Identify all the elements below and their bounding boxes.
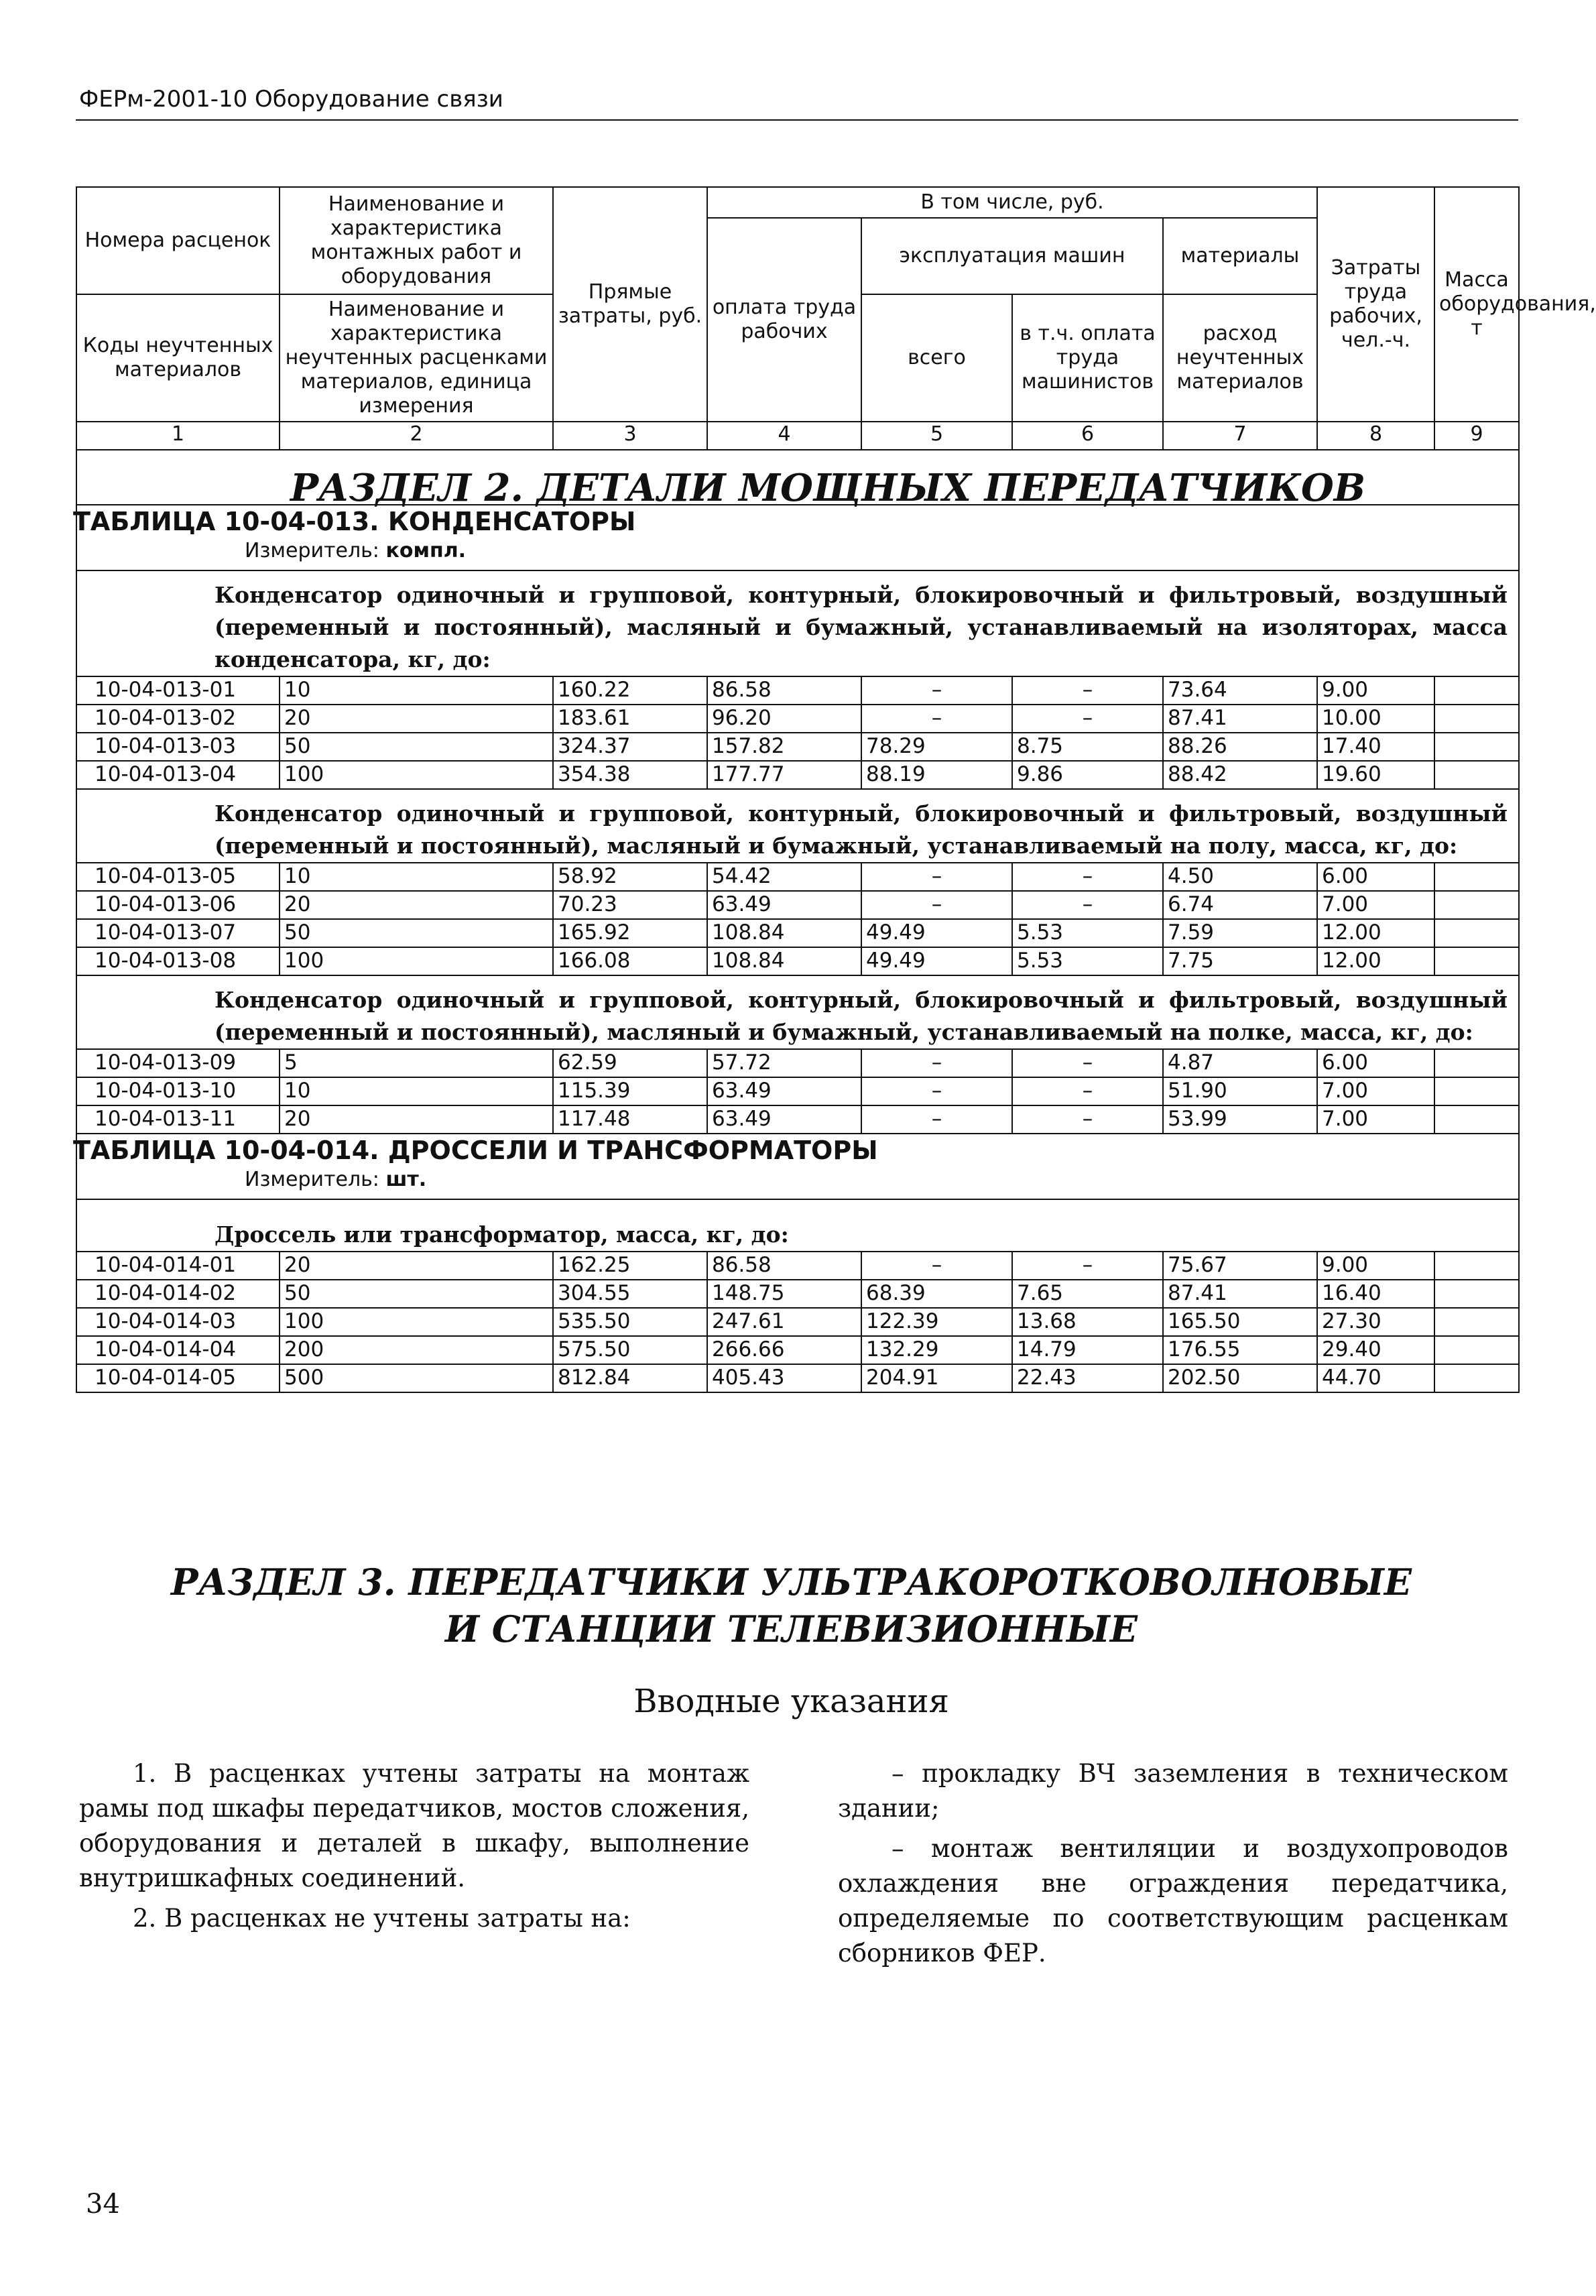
rate-code-cell: 10-04-013-07: [76, 919, 280, 947]
table-row: [76, 761, 1519, 789]
table-cell: [1434, 1336, 1519, 1364]
group-description: Дроссель или трансформатор, масса, кг, до:: [214, 1221, 789, 1248]
table-cell: [1434, 761, 1519, 789]
table-cell: –: [861, 1077, 1012, 1105]
table-row: [76, 1336, 1519, 1364]
table-cell: 70.23: [553, 891, 707, 919]
table-cell: [1434, 947, 1519, 975]
table-cell: 5.53: [1012, 919, 1163, 947]
col3-header: Прямые затраты, руб.: [553, 187, 707, 422]
rate-code-cell: 10-04-014-04: [76, 1336, 280, 1364]
rate-code-cell: 10-04-013-01: [76, 676, 280, 705]
rate-code-cell: 10-04-013-10: [76, 1077, 280, 1105]
measure-value: шт.: [385, 1168, 427, 1191]
rate-code-cell: 10-04-013-03: [76, 733, 280, 761]
table-cell: 115.39: [553, 1077, 707, 1105]
table-row: [76, 1308, 1519, 1336]
table-cell: 6.74: [1163, 891, 1317, 919]
table-cell: 14.79: [1012, 1336, 1163, 1364]
table-cell: 4.50: [1163, 863, 1317, 891]
column-number-cell: 8: [1317, 422, 1434, 450]
table-cell: 96.20: [707, 705, 861, 733]
table-cell: 49.49: [861, 947, 1012, 975]
table-cell: 166.08: [553, 947, 707, 975]
col2-header-bottom: Наименование и характеристика неучтенных расценками материалов, единица измерения: [280, 294, 553, 422]
table-cell: –: [861, 1049, 1012, 1077]
col5-header: всего: [861, 294, 1012, 422]
table-cell: 162.25: [553, 1252, 707, 1280]
table-cell: 19.60: [1317, 761, 1434, 789]
table-cell: [1434, 1252, 1519, 1280]
table-cell: 148.75: [707, 1280, 861, 1308]
column-number-cell: 2: [280, 422, 553, 450]
measure-value: компл.: [385, 539, 467, 562]
table-cell: 204.91: [861, 1364, 1012, 1392]
table-cell: 20: [280, 1105, 553, 1134]
table-cell: –: [1012, 1105, 1163, 1134]
table-cell: 75.67: [1163, 1252, 1317, 1280]
table-cell: 535.50: [553, 1308, 707, 1336]
rate-code-cell: 10-04-014-03: [76, 1308, 280, 1336]
column-number-cell: 3: [553, 422, 707, 450]
group-description-row: [76, 789, 1519, 863]
table-row: [76, 891, 1519, 919]
section3-title-line2: И СТАНЦИИ ТЕЛЕВИЗИОННЫЕ: [444, 1608, 1138, 1650]
table-cell: 57.72: [707, 1049, 861, 1077]
rate-code-cell: 10-04-013-02: [76, 705, 280, 733]
table-cell: [1434, 1049, 1519, 1077]
table-cell: 13.68: [1012, 1308, 1163, 1336]
table-cell: 51.90: [1163, 1077, 1317, 1105]
table-cell: 62.59: [553, 1049, 707, 1077]
table-cell: –: [1012, 705, 1163, 733]
table-title: ТАБЛИЦА 10-04-013. КОНДЕНСАТОРЫ: [73, 507, 636, 536]
table-cell: 78.29: [861, 733, 1012, 761]
table-cell: 8.75: [1012, 733, 1163, 761]
table-cell: 132.29: [861, 1336, 1012, 1364]
table-cell: [1434, 1364, 1519, 1392]
table-cell: 88.42: [1163, 761, 1317, 789]
table-cell: [1434, 891, 1519, 919]
table-cell: 7.65: [1012, 1280, 1163, 1308]
table-cell: –: [1012, 1077, 1163, 1105]
table-row: [76, 1252, 1519, 1280]
table-cell: –: [1012, 676, 1163, 705]
group-description-row: [76, 1199, 1519, 1252]
rate-code-cell: 10-04-014-02: [76, 1280, 280, 1308]
table-cell: –: [1012, 863, 1163, 891]
table-cell: [1434, 919, 1519, 947]
table-cell: 160.22: [553, 676, 707, 705]
column-number-cell: 7: [1163, 422, 1317, 450]
table-cell: –: [1012, 1049, 1163, 1077]
table-row: [76, 1105, 1519, 1134]
table-row: [76, 1077, 1519, 1105]
table-cell: 165.50: [1163, 1308, 1317, 1336]
table-cell: 86.58: [707, 676, 861, 705]
table-cell: 165.92: [553, 919, 707, 947]
table-cell: [1434, 1308, 1519, 1336]
intro-heading: Вводные указания: [633, 1683, 949, 1720]
table-cell: –: [1012, 891, 1163, 919]
table-row: [76, 676, 1519, 705]
group-description: Конденсатор одиночный и групповой, контурный, блокировочный и фильтровый, воздушный (переменный и постоянный), масляный и бумажный, устанавливаемый на полу, масса, кг, до:: [214, 800, 1508, 859]
table-row: [76, 1364, 1519, 1392]
column-number-cell: 5: [861, 422, 1012, 450]
table-cell: 122.39: [861, 1308, 1012, 1336]
rate-code-cell: 10-04-013-06: [76, 891, 280, 919]
intro-paragraph: – прокладку ВЧ заземления в техническом здании;: [838, 1759, 1508, 1823]
rate-code-cell: 10-04-013-11: [76, 1105, 280, 1134]
table-cell: 53.99: [1163, 1105, 1317, 1134]
table-cell: [1434, 733, 1519, 761]
column-number-cell: 1: [76, 422, 280, 450]
table-cell: 200: [280, 1336, 553, 1364]
table-cell: 73.64: [1163, 676, 1317, 705]
table-cell: 6.00: [1317, 1049, 1434, 1077]
table-cell: 405.43: [707, 1364, 861, 1392]
table-cell: 183.61: [553, 705, 707, 733]
col7-header: расход неучтенных материалов: [1163, 294, 1317, 422]
table-cell: –: [1012, 1252, 1163, 1280]
table-cell: 10: [280, 676, 553, 705]
measure-label: Измеритель:: [245, 1168, 386, 1191]
table-cell: 10: [280, 863, 553, 891]
table-cell: 304.55: [553, 1280, 707, 1308]
table-cell: 88.26: [1163, 733, 1317, 761]
col6-header: в т.ч. оплата труда машинистов: [1012, 294, 1163, 422]
table-cell: 22.43: [1012, 1364, 1163, 1392]
table-cell: 87.41: [1163, 705, 1317, 733]
column-number-cell: 4: [707, 422, 861, 450]
table-cell: 50: [280, 733, 553, 761]
table-cell: [1434, 1280, 1519, 1308]
col4-header: оплата труда рабочих: [707, 218, 861, 422]
table-cell: 202.50: [1163, 1364, 1317, 1392]
table-cell: –: [861, 891, 1012, 919]
table-cell: 100: [280, 1308, 553, 1336]
table-cell: 20: [280, 891, 553, 919]
table-cell: 20: [280, 1252, 553, 1280]
materials-header: материалы: [1163, 218, 1317, 294]
table-cell: 324.37: [553, 733, 707, 761]
table-cell: 177.77: [707, 761, 861, 789]
table-row: [76, 1049, 1519, 1077]
intro-right-column: [838, 1756, 1508, 1976]
table-cell: –: [861, 1252, 1012, 1280]
table-cell: 100: [280, 761, 553, 789]
table-cell: 44.70: [1317, 1364, 1434, 1392]
table-cell: 9.86: [1012, 761, 1163, 789]
table-cell: 6.00: [1317, 863, 1434, 891]
table-cell: 7.00: [1317, 891, 1434, 919]
measure-unit: [77, 1165, 1518, 1199]
table-cell: 86.58: [707, 1252, 861, 1280]
rates-table: [73, 186, 1596, 1393]
table-cell: 108.84: [707, 919, 861, 947]
table-cell: 117.48: [553, 1105, 707, 1134]
table-cell: 50: [280, 919, 553, 947]
rate-code-cell: 10-04-013-08: [76, 947, 280, 975]
table-cell: 500: [280, 1364, 553, 1392]
table-cell: [1434, 676, 1519, 705]
table-row: [76, 1280, 1519, 1308]
table-cell: 176.55: [1163, 1336, 1317, 1364]
table-cell: –: [861, 676, 1012, 705]
col1-header-top: Номера расценок: [76, 187, 280, 294]
table-cell: 7.00: [1317, 1077, 1434, 1105]
table-cell: 9.00: [1317, 676, 1434, 705]
table-row: [76, 919, 1519, 947]
table-cell: 7.75: [1163, 947, 1317, 975]
group-description-row: [76, 975, 1519, 1049]
intro-paragraph: 1. В расценках учтены затраты на монтаж рамы под шкафы передатчиков, мостов сложения, оборудования и деталей в шкафу, выполнение внутришкафных соединений.: [79, 1759, 749, 1892]
col1-header-bottom: Коды неучтенных материалов: [76, 294, 280, 422]
table-cell: 9.00: [1317, 1252, 1434, 1280]
table-cell: [1434, 1077, 1519, 1105]
table-cell: 58.92: [553, 863, 707, 891]
table-cell: 10.00: [1317, 705, 1434, 733]
table-cell: –: [861, 705, 1012, 733]
table-caption-block: [73, 505, 1518, 570]
table-cell: 87.41: [1163, 1280, 1317, 1308]
table-cell: 88.19: [861, 761, 1012, 789]
rate-code-cell: 10-04-013-04: [76, 761, 280, 789]
intro-paragraph: 2. В расценках не учтены затраты на:: [133, 1904, 631, 1933]
table-cell: 63.49: [707, 1105, 861, 1134]
intro-paragraph: – монтаж вентиляции и воздухопроводов охлаждения вне ограждения передатчика, определяемые по соответствующим расценкам сборников ФЕР.: [838, 1834, 1508, 1968]
table-cell: 16.40: [1317, 1280, 1434, 1308]
table-row: [76, 863, 1519, 891]
table-cell: 63.49: [707, 891, 861, 919]
table-cell: 5.53: [1012, 947, 1163, 975]
table-cell: 108.84: [707, 947, 861, 975]
table-cell: [1434, 705, 1519, 733]
table-cell: 5: [280, 1049, 553, 1077]
table-caption-row: [73, 1134, 1519, 1199]
table-cell: [1434, 863, 1519, 891]
table-title: ТАБЛИЦА 10-04-014. ДРОССЕЛИ И ТРАНСФОРМАТОРЫ: [73, 1136, 878, 1165]
measure-unit: [77, 536, 1518, 570]
table-cell: 12.00: [1317, 919, 1434, 947]
col8-header: Затраты труда рабочих, чел.-ч.: [1317, 187, 1434, 422]
rate-code-cell: 10-04-014-05: [76, 1364, 280, 1392]
group-description: Конденсатор одиночный и групповой, контурный, блокировочный и фильтровый, воздушный (переменный и постоянный), масляный и бумажный, устанавливаемый на изоляторах, масса конденсатора, кг, до:: [214, 582, 1508, 672]
table-cell: 157.82: [707, 733, 861, 761]
table-caption-block: [73, 1134, 1518, 1199]
table-cell: 7.00: [1317, 1105, 1434, 1134]
running-header: ФЕРм-2001-10 Оборудование связи: [79, 86, 503, 113]
table-cell: 29.40: [1317, 1336, 1434, 1364]
table-cell: 575.50: [553, 1336, 707, 1364]
table-cell: 17.40: [1317, 733, 1434, 761]
table-cell: 54.42: [707, 863, 861, 891]
table-cell: 266.66: [707, 1336, 861, 1364]
table-cell: 7.59: [1163, 919, 1317, 947]
table-cell: 49.49: [861, 919, 1012, 947]
table-cell: [1434, 1105, 1519, 1134]
table-cell: –: [861, 1105, 1012, 1134]
col2-header-top: Наименование и характеристика монтажных работ и оборудования: [280, 187, 553, 294]
table-cell: 63.49: [707, 1077, 861, 1105]
group-description: Конденсатор одиночный и групповой, контурный, блокировочный и фильтровый, воздушный (переменный и постоянный), масляный и бумажный, устанавливаемый на полке, масса, кг, до:: [214, 987, 1508, 1045]
table-cell: 68.39: [861, 1280, 1012, 1308]
table-cell: 354.38: [553, 761, 707, 789]
column-number-cell: 6: [1012, 422, 1163, 450]
measure-label: Измеритель:: [245, 539, 386, 562]
table-cell: 100: [280, 947, 553, 975]
table-cell: 10: [280, 1077, 553, 1105]
page-number: 34: [86, 2189, 120, 2220]
header-rule: [76, 119, 1518, 121]
col9-header: Масса оборудования, т: [1434, 187, 1519, 422]
table-row: [76, 733, 1519, 761]
table-cell: 27.30: [1317, 1308, 1434, 1336]
table-row: [76, 705, 1519, 733]
table-cell: 12.00: [1317, 947, 1434, 975]
table-cell: 50: [280, 1280, 553, 1308]
table-cell: –: [861, 863, 1012, 891]
rate-code-cell: 10-04-013-05: [76, 863, 280, 891]
table-cell: 20: [280, 705, 553, 733]
table-caption-row: [73, 505, 1519, 570]
section3-title-line1: РАЗДЕЛ 3. ПЕРЕДАТЧИКИ УЛЬТРАКОРОТКОВОЛНОВЫЕ: [170, 1561, 1412, 1604]
rate-code-cell: 10-04-014-01: [76, 1252, 280, 1280]
rate-code-cell: 10-04-013-09: [76, 1049, 280, 1077]
included-header: В том числе, руб.: [707, 187, 1317, 218]
section2-title-row: [76, 450, 1519, 510]
table-cell: 812.84: [553, 1364, 707, 1392]
table-cell: 247.61: [707, 1308, 861, 1336]
table-row: [76, 947, 1519, 975]
intro-left-column: [79, 1756, 749, 1941]
section2-title: РАЗДЕЛ 2. ДЕТАЛИ МОЩНЫХ ПЕРЕДАТЧИКОВ: [290, 466, 1366, 510]
machines-header: эксплуатация машин: [861, 218, 1163, 294]
column-number-cell: 9: [1434, 422, 1519, 450]
group-description-row: [76, 570, 1519, 676]
table-cell: 4.87: [1163, 1049, 1317, 1077]
